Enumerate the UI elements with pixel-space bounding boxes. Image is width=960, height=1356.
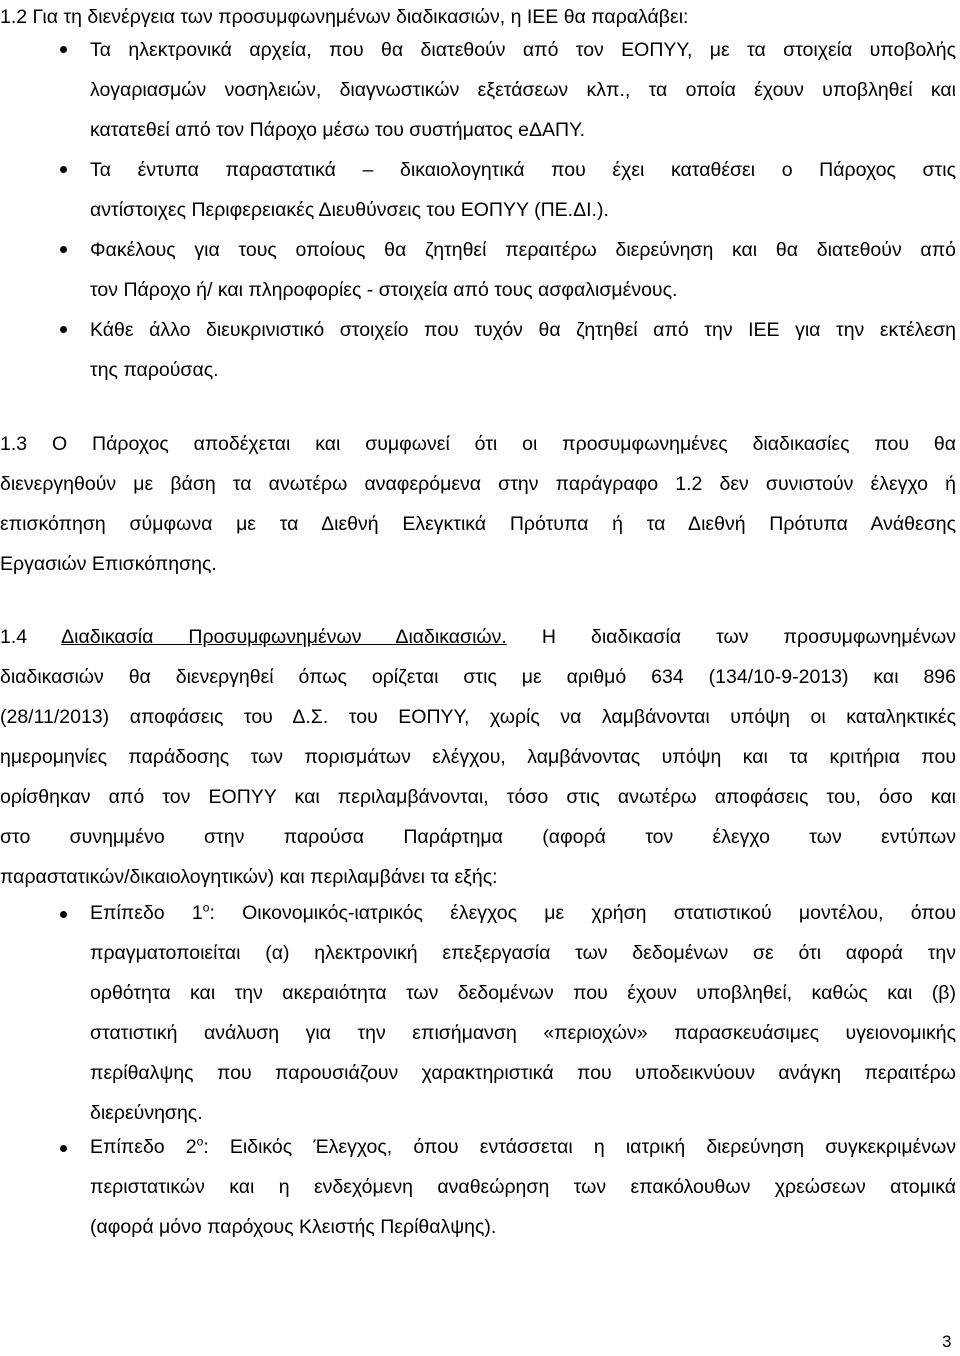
bullet-4-line-1: Κάθε άλλο διευκρινιστικό στοιχείο που τυχόν θα ζητηθεί από την ΙΕΕ για την εκτέλεση [90, 319, 956, 341]
section-1-4-line-4: ημερομηνίες παράδοσης των πορισμάτων ελέγχου, λαμβάνοντας υπόψη και τα κριτήρια που [0, 746, 956, 768]
section-1-3-line-2: διενεργηθούν με βάση τα ανωτέρω αναφερόμενα στην παράγραφο 1.2 δεν συνιστούν έλεγχο ή [0, 473, 956, 495]
level-2-rest: : Ειδικός Έλεγχος, όπου εντάσσεται η ιατρική διερεύνηση συγκεκριμένων [203, 1136, 956, 1158]
section-1-4-title: Διαδικασία Προσυμφωνημένων Διαδικασιών. [61, 626, 507, 648]
bullet-icon [60, 326, 67, 333]
bullet-1-line-3: κατατεθεί από τον Πάροχο μέσω του συστήματος eΔΑΠΥ. [90, 119, 586, 141]
bullet-3-line-2: τον Πάροχο ή/ και πληροφορίες - στοιχεία από τους ασφαλισμένους. [90, 279, 678, 301]
bullet-icon [60, 166, 67, 173]
bullet-2-line-1: Τα έντυπα παραστατικά – δικαιολογητικά που έχει καταθέσει ο Πάροχος στις [90, 159, 956, 181]
level-1-line-5: περίθαλψης που παρουσιάζουν χαρακτηριστικά που υποδεικνύουν ανάγκη περαιτέρω [90, 1062, 956, 1084]
bullet-1-line-1: Τα ηλεκτρονικά αρχεία, που θα διατεθούν από τον ΕΟΠΥΥ, με τα στοιχεία υποβολής [90, 39, 956, 61]
level-1-line-3: ορθότητα και την ακεραιότητα των δεδομένων που έχουν υποβληθεί, καθώς και (β) [90, 982, 956, 1004]
bullet-3-line-1: Φακέλους για τους οποίους θα ζητηθεί περαιτέρω διερεύνηση και θα διατεθούν από [90, 239, 956, 261]
level-1-line-1 [90, 900, 956, 924]
level-1-line-4: στατιστική ανάλυση για την επισήμανση «περιοχών» παρασκευάσιμες υγειονομικής [90, 1022, 956, 1044]
level-1-prefix: Επίπεδο 1 [90, 902, 203, 924]
level-2-line-1 [90, 1134, 956, 1158]
section-1-3-line-1: 1.3 Ο Πάροχος αποδέχεται και συμφωνεί ότι οι προσυμφωνημένες διαδικασίες που θα [0, 433, 956, 455]
level-1-superscript: ο [202, 900, 210, 915]
section-1-4-line-6: στο συνημμένο στην παρούσα Παράρτημα (αφορά τον έλεγχο των εντύπων [0, 826, 956, 848]
section-1-4-line-2: διαδικασιών θα διενεργηθεί όπως ορίζεται στις με αριθμό 634 (134/10-9-2013) και 896 [0, 666, 956, 688]
bullet-2-line-2: αντίστοιχες Περιφερειακές Διευθύνσεις του ΕΟΠΥΥ (ΠΕ.ΔΙ.). [90, 199, 609, 221]
bullet-icon [60, 246, 67, 253]
section-1-4-line-7: παραστατικών/δικαιολογητικών) και περιλαμβάνει τα εξής: [0, 866, 498, 888]
bullet-4-line-2: της παρούσας. [90, 359, 219, 381]
bullet-icon [60, 1145, 67, 1152]
bullet-icon [60, 46, 67, 53]
section-1-4-number: 1.4 [0, 626, 28, 648]
section-1-4-line-5: ορίσθηκαν από τον ΕΟΠΥΥ και περιλαμβάνονται, τόσο στις ανωτέρω αποφάσεις του, όσο και [0, 786, 956, 808]
level-2-prefix: Επίπεδο 2 [90, 1136, 197, 1158]
section-1-4-intro: Η διαδικασία των προσυμφωνημένων [541, 626, 957, 648]
bullet-icon [60, 911, 67, 918]
section-1-4-line-3: (28/11/2013) αποφάσεις του Δ.Σ. του ΕΟΠΥΥ, χωρίς να λαμβάνονται υπόψη οι καταληκτικές [0, 706, 956, 728]
bullet-1-line-2: λογαριασμών νοσηλειών, διαγνωστικών εξετάσεων κλπ., τα οποία έχουν υποβληθεί και [90, 79, 956, 101]
section-1-4-line-1 [0, 628, 956, 648]
level-1-line-2: πραγματοποιείται (α) ηλεκτρονική επεξεργασία των δεδομένων σε ότι αφορά την [90, 942, 956, 964]
level-2-line-2: περιστατικών και η ενδεχόμενη αναθεώρηση των επακόλουθων χρεώσεων ατομικά [90, 1176, 956, 1198]
level-1-line-6: διερεύνησης. [90, 1102, 203, 1124]
section-1-3-line-3: επισκόπηση σύμφωνα με τα Διεθνή Ελεγκτικά Πρότυπα ή τα Διεθνή Πρότυπα Ανάθεσης [0, 513, 956, 535]
page-number: 3 [942, 1332, 952, 1351]
level-1-rest: : Οικονομικός-ιατρικός έλεγχος με χρήση στατιστικού μοντέλου, όπου [209, 902, 956, 924]
section-1-2-heading: 1.2 Για τη διενέργεια των προσυμφωνημένων διαδικασιών, η ΙΕΕ θα παραλάβει: [0, 6, 689, 28]
level-2-superscript: ο [196, 1134, 204, 1149]
level-2-line-3: (αφορά μόνο παρόχους Κλειστής Περίθαλψης). [90, 1216, 497, 1238]
section-1-3-line-4: Εργασιών Επισκόπησης. [0, 553, 217, 575]
